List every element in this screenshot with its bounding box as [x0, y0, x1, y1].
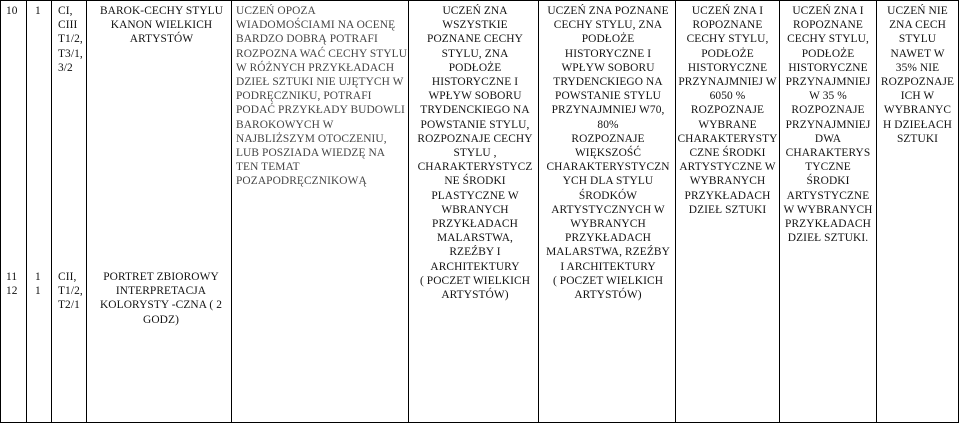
column-divider	[86, 0, 87, 423]
column-divider	[26, 0, 27, 423]
lesson-topic: BAROK-CECHY STYLU KANON WIELKICH ARTYSTÓW	[99, 5, 224, 46]
grade-outcome-satisfactory: UCZEŃ ZNA POZNANE CECHY STYLU, ZNA PODŁOŻE HISTORYCZNE I WPŁYW SOBORU TRYDENCKIEGO NA POWSTANIE STYLU PRZYNAJMNIEJ W70, 80% ROZPOZNAJE WIĘKSZOŚĆ CHARAKTERYSTYCZN YCH DLA STYLU ŚRODKÓW ARTYSTYCZNYCH W WYBRANYCH PRZYKŁADACH MALARSTWA, RZEŹBY I ARCHITEKTURY ( POCZET WIELKICH ARTYSTÓW)	[546, 5, 670, 302]
column-divider	[51, 0, 52, 423]
grade-outcome-sufficient: UCZEŃ ZNA I ROPOZNANE CECHY STYLU, PODŁOŻE HISTORYCZNE PRZYNAJMNIEJ W 6050 % ROZPOZNAJE WYBRANE CHARAKTERYSTY CZNE ŚRODKI ARTYSTYCZNE W WYBRANYCH PRZYKŁADACH DZIEŁ SZTUKI	[677, 5, 778, 216]
row-divider	[0, 422, 231, 423]
grade-outcome-insufficient: UCZEŃ NIE ZNA CECH STYLU NAWET W 35% NIE ROZPOZNAJE ICH W WYBRANYC H DZIEŁACH SZTUKI	[880, 5, 955, 145]
hours-count: 1	[35, 5, 41, 17]
grade-outcome-admissible: UCZEŃ ZNA I ROPOZNANE CECHY STYLU, PODŁOŻE HISTORYCZNE PRZYNAJMNIEJ W 35 % ROZPOZNAJE PRZYNAJMNIEJ DWA CHARAKTERYS TYCZNE ŚRODKI ARTYSTYCZNE W WYBRANYCH PRZYKŁADACH DZIEŁ SZTUKI.	[783, 5, 873, 245]
lesson-topic: PORTRET ZBIOROWY INTERPRETACJA KOLORYSTY -CZNA ( 2 GODZ)	[99, 271, 223, 326]
row-number: 10	[6, 5, 18, 17]
grade-outcome-excellent: UCZEŃ OPOZA WIADOMOŚCIAMI NA OCENĘ BARDZO DOBRĄ POTRAFI ROZPOZNA WAĆ CECHY STYLU W RÓŻNYCH PRZYKŁADACH DZIEŁ SZTUKI NIE UJĘTYCH W PODRĘCZNIKU, POTRAFI PODAĆ PRZYKŁADY BUDOWLI BAROKOWYCH W NAJBLIŻSZYM OTOCZENIU, LUB POSZIADA WIEDZĘ NA TEN TEMAT POZAPODRĘCZNIKOWĄ	[236, 5, 408, 188]
column-divider	[231, 0, 232, 423]
column-divider	[408, 0, 409, 423]
curriculum-codes: CII, T1/2, T2/1	[58, 271, 83, 312]
column-divider	[538, 0, 539, 423]
curriculum-codes: CI, CIII T1/2, T3/1, 3/2	[58, 5, 83, 74]
hours-count: 1 1	[35, 271, 41, 298]
table-border-left	[0, 0, 1, 423]
table-border-top	[0, 0, 959, 1]
row-number: 11 12	[6, 271, 18, 298]
grade-outcome-good: UCZEŃ ZNA WSZYSTKIE POZNANE CECHY STYLU, ZNA PODŁOŻE HISTORYCZNE I WPŁYW SOBORU TRYDENCKIEGO NA POWSTANIE STYLU, ROZPOZNAJE CECHY STYLU , CHARAKTERYSTYCZ NE ŚRODKI PLASTYCZNE W WBRANYCH PRZYKŁADACH MALARSTWA, RZEŹBY I ARCHITEKTURY ( POCZET WIELKICH ARTYSTÓW)	[417, 5, 533, 302]
